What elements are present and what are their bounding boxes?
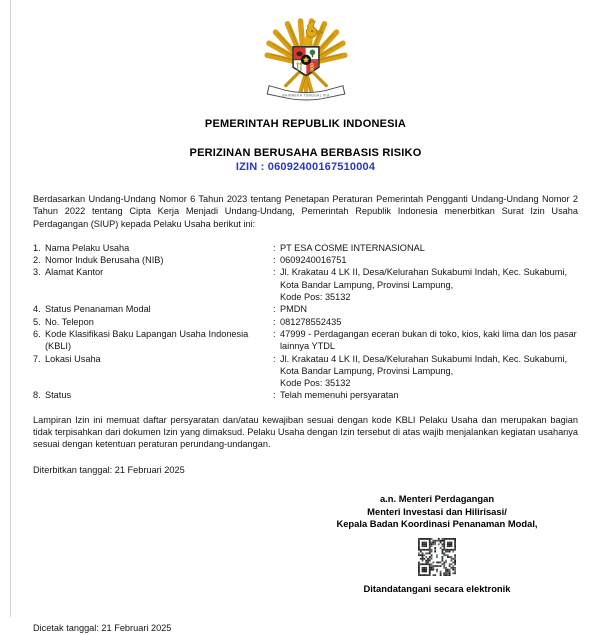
detail-value-line: Kode Pos: 35132 bbox=[280, 378, 351, 389]
signed-electronically-note: Ditandatangani secara elektronik bbox=[363, 582, 511, 594]
detail-colon: : bbox=[273, 328, 276, 339]
detail-colon: : bbox=[273, 316, 276, 327]
detail-number: 3. bbox=[33, 267, 41, 278]
detail-value bbox=[280, 389, 578, 401]
detail-label: Status bbox=[45, 390, 72, 401]
detail-number: 5. bbox=[33, 316, 41, 327]
detail-colon: : bbox=[273, 255, 276, 266]
printed-date-line: Dicetak tanggal: 21 Februari 2025 bbox=[33, 623, 172, 634]
detail-value-line: Jl. Krakatau 4 LK II, Desa/Kelurahan Sukabumi Indah, Kec. Sukabumi, bbox=[280, 353, 568, 364]
signature-on-behalf-line: a.n. Menteri Perdagangan bbox=[379, 492, 495, 504]
detail-colon: : bbox=[273, 304, 276, 315]
issued-date-line: Diterbitkan tanggal: 21 Februari 2025 bbox=[33, 464, 185, 475]
detail-value bbox=[280, 242, 578, 254]
detail-value bbox=[280, 254, 578, 266]
detail-label: Nomor Induk Berusaha (NIB) bbox=[45, 255, 164, 266]
signature-official-line1: Menteri Investasi dan Hilirisasi/ bbox=[367, 505, 507, 517]
detail-number: 2. bbox=[33, 255, 41, 266]
detail-number: 1. bbox=[33, 242, 41, 253]
document-header bbox=[33, 10, 578, 174]
garuda-pancasila-emblem-icon bbox=[259, 10, 353, 106]
detail-colon: : bbox=[273, 267, 276, 278]
detail-number: 6. bbox=[33, 328, 41, 339]
detail-value-line: 47999 - Perdagangan eceran bukan di toko, kios, kaki lima dan los pasar bbox=[280, 328, 577, 339]
detail-number: 7. bbox=[33, 353, 41, 364]
izin-number: 06092400167510004 bbox=[267, 161, 376, 173]
detail-colon: : bbox=[273, 353, 276, 364]
detail-label: Status Penanaman Modal bbox=[45, 304, 151, 315]
detail-value-line: 0609240016751 bbox=[280, 255, 347, 266]
intro-paragraph: Berdasarkan Undang-Undang Nomor 6 Tahun 2023 tentang Penetapan Peraturan Pemerintah Pengganti Undang-Undang Nomor 2 Tahun 2022 tentang Cipta Kerja Menjadi Undang-Undang, Pemerintah Republik Indonesia menerbitkan Surat Izin Usaha Perdagangan (SIUP) kepada Pelaku Usaha berikut ini: bbox=[33, 194, 578, 229]
detail-label: Alamat Kantor bbox=[45, 267, 104, 278]
detail-colon: : bbox=[273, 390, 276, 401]
government-title: PEMERINTAH REPUBLIK INDONESIA bbox=[204, 118, 407, 130]
page-edge-line bbox=[10, 0, 11, 617]
qr-code-electronic-signature bbox=[418, 538, 456, 576]
detail-value-line: 081278552435 bbox=[280, 316, 342, 327]
detail-value bbox=[280, 353, 578, 390]
details-list bbox=[33, 242, 578, 402]
detail-row bbox=[33, 328, 578, 353]
detail-value-line: Kota Bandar Lampung, Provinsi Lampung, bbox=[280, 279, 454, 290]
detail-row bbox=[33, 266, 578, 303]
detail-row bbox=[33, 242, 578, 254]
detail-colon: : bbox=[273, 242, 276, 253]
detail-row bbox=[33, 316, 578, 328]
detail-label: Nama Pelaku Usaha bbox=[45, 242, 130, 253]
detail-row bbox=[33, 353, 578, 390]
detail-label: Kode Klasifikasi Baku Lapangan Usaha Indonesia (KBLI) bbox=[45, 328, 249, 352]
detail-value-line: PMDN bbox=[280, 304, 308, 315]
closing-paragraph: Lampiran Izin ini memuat daftar persyaratan dan/atau kewajiban sesuai dengan kode KBLI Pelaku Usaha dan merupakan bagian tidak terpisahkan dari dokumen Izin yang dimaksud. Pelaku Usaha dengan Izin tersebut di atas wajib menjalankan kegiatan usahanya sesuai dengan ketentuan peraturan perundang-undangan. bbox=[33, 414, 578, 450]
signature-official-line2: Kepala Badan Koordinasi Penanaman Modal, bbox=[336, 518, 538, 530]
detail-label: Lokasi Usaha bbox=[45, 353, 101, 364]
detail-value-line: Kota Bandar Lampung, Provinsi Lampung, bbox=[280, 365, 454, 376]
izin-label: IZIN : bbox=[235, 161, 265, 173]
detail-row bbox=[33, 303, 578, 315]
detail-value-line: Telah memenuhi persyaratan bbox=[280, 390, 399, 401]
detail-value bbox=[280, 316, 578, 328]
detail-value-line: Jl. Krakatau 4 LK II, Desa/Kelurahan Sukabumi Indah, Kec. Sukabumi, bbox=[280, 267, 568, 278]
emblem-motto-text: BHINNEKA TUNGGAL IKA bbox=[281, 93, 330, 98]
detail-value-line: PT ESA COSME INTERNASIONAL bbox=[280, 242, 425, 253]
detail-row bbox=[33, 389, 578, 401]
detail-number: 8. bbox=[33, 390, 41, 401]
detail-value bbox=[280, 266, 578, 303]
detail-label: No. Telepon bbox=[45, 316, 94, 327]
detail-number: 4. bbox=[33, 304, 41, 315]
detail-value bbox=[280, 303, 578, 315]
izin-number-line bbox=[33, 160, 578, 174]
detail-value-line: lainnya YTDL bbox=[280, 341, 335, 352]
signature-block bbox=[282, 493, 592, 595]
detail-row bbox=[33, 254, 578, 266]
detail-value bbox=[280, 328, 578, 353]
document-type-title: PERIZINAN BERUSAHA BERBASIS RISIKO bbox=[189, 147, 422, 159]
detail-value-line: Kode Pos: 35132 bbox=[280, 292, 351, 303]
